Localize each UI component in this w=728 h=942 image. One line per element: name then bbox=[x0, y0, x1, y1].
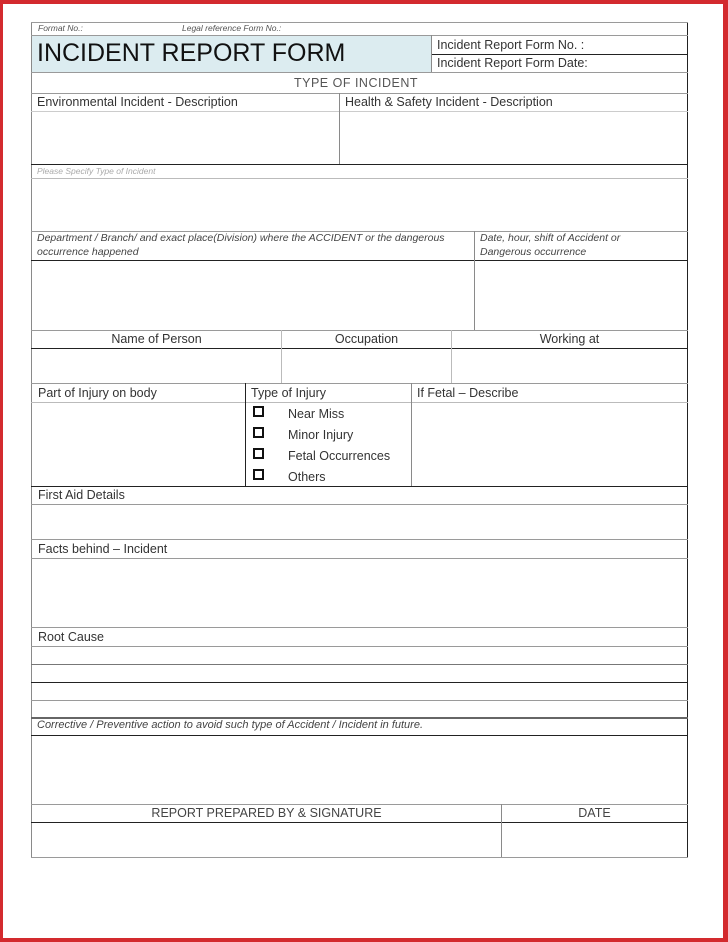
department-field[interactable] bbox=[32, 261, 474, 330]
health-safety-incident-label: Health & Safety Incident - Description bbox=[345, 95, 553, 109]
page-title: INCIDENT REPORT FORM bbox=[37, 39, 346, 67]
first-aid-field[interactable] bbox=[32, 505, 687, 539]
legal-reference-label: Legal reference Form No.: bbox=[182, 23, 282, 33]
minor-injury-label: Minor Injury bbox=[288, 428, 354, 442]
report-prepared-label: REPORT PREPARED BY & SIGNATURE bbox=[151, 806, 382, 820]
form-no-field[interactable]: Incident Report Form No. : bbox=[437, 38, 585, 52]
corrective-action-label: Corrective / Preventive action to avoid such type of Accident / Incident in future. bbox=[37, 719, 424, 731]
name-of-person-field[interactable] bbox=[32, 349, 281, 383]
others-checkbox[interactable] bbox=[253, 469, 264, 480]
date-hour-field[interactable] bbox=[475, 261, 687, 330]
rule bbox=[31, 486, 688, 487]
date-hour-label-line2: Dangerous occurrence bbox=[480, 246, 587, 258]
environmental-description-field[interactable] bbox=[32, 112, 339, 164]
date-label: DATE bbox=[578, 806, 611, 820]
if-fetal-label: If Fetal – Describe bbox=[417, 386, 519, 400]
fetal-occurrences-checkbox[interactable] bbox=[253, 448, 264, 459]
rule bbox=[31, 164, 688, 165]
minor-injury-checkbox[interactable] bbox=[253, 427, 264, 438]
working-at-label: Working at bbox=[539, 332, 600, 346]
corrective-action-field[interactable] bbox=[32, 736, 687, 804]
facts-label: Facts behind – Incident bbox=[38, 542, 168, 556]
rule bbox=[31, 857, 688, 858]
rule bbox=[31, 35, 688, 36]
type-of-injury-label: Type of Injury bbox=[251, 386, 327, 400]
divider bbox=[245, 383, 246, 486]
type-of-incident-heading: TYPE OF INCIDENT bbox=[294, 76, 418, 90]
root-cause-field[interactable] bbox=[32, 647, 687, 717]
rule bbox=[31, 627, 688, 628]
name-of-person-label: Name of Person bbox=[111, 332, 202, 346]
signature-field[interactable] bbox=[32, 823, 501, 857]
part-of-injury-field[interactable] bbox=[32, 403, 245, 486]
facts-field[interactable] bbox=[32, 559, 687, 627]
table-right-border bbox=[687, 22, 688, 858]
near-miss-label: Near Miss bbox=[288, 407, 345, 421]
root-cause-label: Root Cause bbox=[38, 630, 105, 644]
format-no-label: Format No.: bbox=[38, 23, 83, 33]
near-miss-checkbox[interactable] bbox=[253, 406, 264, 417]
health-safety-description-field[interactable] bbox=[340, 112, 687, 164]
rule bbox=[31, 804, 688, 805]
rule bbox=[31, 539, 688, 540]
if-fetal-field[interactable] bbox=[412, 403, 687, 486]
department-label-line1: Department / Branch/ and exact place(Division) where the ACCIDENT or the dangerous bbox=[37, 232, 445, 244]
divider bbox=[431, 35, 432, 72]
rule bbox=[31, 330, 688, 331]
rule bbox=[431, 54, 688, 55]
first-aid-label: First Aid Details bbox=[38, 488, 125, 502]
rule bbox=[31, 93, 688, 94]
date-hour-label-line1: Date, hour, shift of Accident or bbox=[480, 232, 621, 244]
others-label: Others bbox=[288, 470, 326, 484]
environmental-incident-label: Environmental Incident - Description bbox=[37, 95, 238, 109]
rule bbox=[31, 383, 688, 384]
part-of-injury-label: Part of Injury on body bbox=[38, 386, 157, 400]
specify-type-field[interactable] bbox=[32, 179, 687, 231]
rule bbox=[31, 72, 688, 73]
specify-type-label: Please Specify Type of Incident bbox=[37, 166, 156, 176]
rule bbox=[31, 22, 688, 23]
date-field[interactable] bbox=[502, 823, 687, 857]
form-date-field[interactable]: Incident Report Form Date: bbox=[437, 56, 588, 70]
occupation-label: Occupation bbox=[334, 332, 399, 346]
department-label-line2: occurrence happened bbox=[37, 246, 139, 258]
fetal-occurrences-label: Fetal Occurrences bbox=[288, 449, 391, 463]
occupation-field[interactable] bbox=[282, 349, 451, 383]
working-at-field[interactable] bbox=[452, 349, 687, 383]
